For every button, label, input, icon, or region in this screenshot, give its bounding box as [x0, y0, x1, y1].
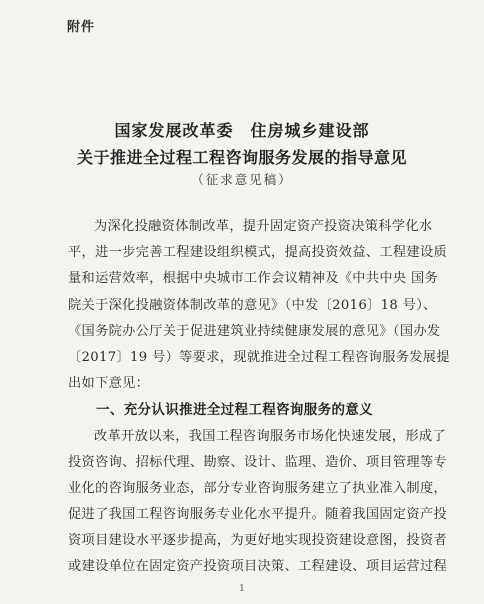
paragraph2-line: 改革开放以来，我国工程咨询服务市场化快速发展，形成了 — [94, 428, 446, 444]
paragraph2-line: 或建设单位在固定资产投资项目决策、工程建设、项目运营过程 — [68, 559, 448, 575]
page-number: 1 — [239, 584, 245, 594]
paragraph1-line: 院关于深化投融资体制改革的意见》（中发〔2016〕18 号）、 — [68, 297, 437, 313]
document-body — [68, 214, 448, 581]
draft-subtitle: （征求意见稿） — [191, 172, 293, 187]
paragraph1-line: 为深化投融资体制改革，提升固定资产投资决策科学化水 — [94, 219, 433, 234]
paragraph1-line: 量和运营效率，根据中央城市工作会议精神及《中共中央 国务 — [68, 271, 439, 287]
attachment-label: 附件 — [67, 20, 96, 35]
document-title-line2: 关于推进全过程工程咨询服务发展的指导意见 — [76, 148, 407, 167]
paragraph1-line: 出如下意见： — [68, 376, 150, 392]
paragraph1-line: 〔2017〕19 号）等要求，现就推进全过程工程咨询服务发展提 — [68, 349, 450, 365]
paragraph2-line: 投资咨询、招标代理、勘察、设计、监理、造价、项目管理等专 — [68, 454, 448, 470]
paragraph2-line: 资项目建设水平逐步提高，为更好地实现投资建设意图，投资者 — [68, 533, 448, 549]
paragraph2-line: 促进了我国工程咨询服务专业化水平提升。随着我国固定资产投 — [68, 507, 448, 523]
paragraph2-line: 业化的咨询服务业态，部分专业咨询服务建立了执业准入制度， — [68, 480, 448, 496]
document-title-line1: 国家发展改革委 住房城乡建设部 — [114, 121, 370, 140]
section-heading: 一、充分认识推进全过程工程咨询服务的意义 — [96, 402, 373, 419]
paragraph1-line: 《国务院办公厅关于促进建筑业持续健康发展的意见》（国办发 — [68, 323, 441, 339]
paragraph1-line: 平，进一步完善工程建设组织模式，提高投资效益、工程建设质 — [68, 245, 448, 261]
